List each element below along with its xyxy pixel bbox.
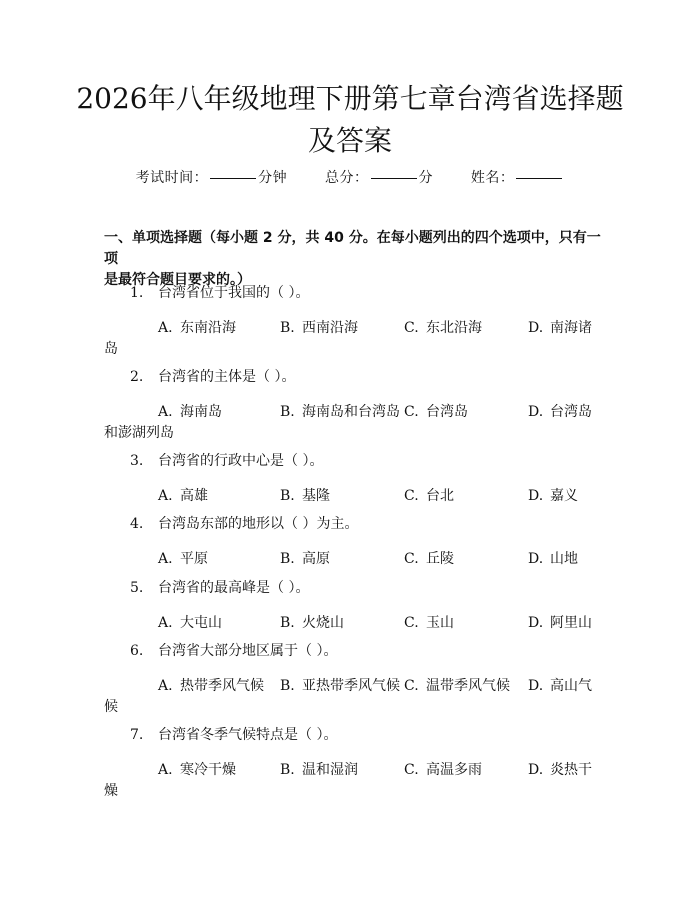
option-c	[404, 485, 454, 505]
option-wrap-text: 和澎湖列岛	[104, 425, 174, 441]
option-text: 热带季风气候	[180, 678, 264, 694]
option-text: 平原	[180, 551, 208, 567]
question-stem	[130, 640, 337, 660]
option-letter: A.	[158, 320, 173, 336]
option-d	[528, 612, 592, 632]
option-text: 亚热带季风气候	[302, 678, 400, 694]
option-letter: C.	[404, 678, 419, 694]
question-stem	[130, 282, 309, 302]
time-label: 考试时间：	[135, 170, 209, 186]
option-row	[104, 401, 604, 445]
question-text: 台湾岛东部的地形以（ ）为主。	[158, 516, 359, 532]
option-c	[404, 759, 482, 779]
question-stem	[130, 366, 295, 386]
option-c	[404, 401, 468, 421]
option-c	[404, 548, 454, 568]
option-a	[158, 612, 222, 632]
option-letter: C.	[404, 320, 419, 336]
option-letter: B.	[280, 762, 295, 778]
option-text: 东北沿海	[426, 320, 482, 336]
option-b	[280, 485, 330, 505]
option-text: 台湾岛	[550, 404, 592, 420]
title-line-1: 2026年八年级地理下册第七章台湾省选择题	[76, 82, 624, 115]
option-letter: D.	[528, 488, 544, 504]
title-line-2: 及答案	[307, 124, 392, 157]
option-text: 火烧山	[302, 615, 344, 631]
section-line-1: 一、单项选择题（每小题 2 分，共 40 分。在每小题列出的四个选项中，只有一项	[104, 230, 601, 267]
question-number: 1.	[130, 285, 144, 301]
option-d	[528, 485, 578, 505]
option-text: 高山气	[550, 678, 592, 694]
option-letter: A.	[158, 615, 173, 631]
option-c	[404, 675, 510, 695]
option-letter: A.	[158, 762, 173, 778]
option-a	[158, 317, 236, 337]
option-text: 丘陵	[426, 551, 454, 567]
option-a	[158, 548, 208, 568]
option-letter: D.	[528, 404, 544, 420]
question-text: 台湾省冬季气候特点是（ ）。	[158, 727, 338, 743]
question-text: 台湾省位于我国的（ ）。	[158, 285, 310, 301]
option-text: 高温多雨	[426, 762, 482, 778]
score-blank	[371, 178, 417, 179]
question-number: 4.	[130, 516, 144, 532]
option-a	[158, 675, 264, 695]
question-text: 台湾省的行政中心是（ ）。	[158, 453, 324, 469]
question-number: 5.	[130, 580, 144, 596]
option-b	[280, 548, 330, 568]
option-b	[280, 759, 358, 779]
option-letter: D.	[528, 615, 544, 631]
option-text: 阿里山	[550, 615, 592, 631]
name-blank	[516, 178, 562, 179]
option-text: 海南岛	[180, 404, 222, 420]
option-text: 台湾岛	[426, 404, 468, 420]
question-stem	[130, 577, 309, 597]
option-text: 东南沿海	[180, 320, 236, 336]
option-d	[528, 675, 592, 695]
option-text: 嘉义	[550, 488, 578, 504]
time-unit: 分钟	[258, 170, 288, 186]
time-blank	[210, 178, 256, 179]
option-b	[280, 317, 358, 337]
name-label: 姓名：	[470, 170, 515, 186]
option-letter: A.	[158, 678, 173, 694]
section-line-2: 是最符合题目要求的。）	[104, 272, 251, 288]
option-d	[528, 548, 578, 568]
option-wrap-text: 候	[104, 699, 118, 715]
option-wrap-text: 岛	[104, 341, 118, 357]
option-text: 寒冷干燥	[180, 762, 236, 778]
option-letter: A.	[158, 488, 173, 504]
question-text: 台湾省的主体是（ ）。	[158, 369, 296, 385]
question-number: 7.	[130, 727, 144, 743]
option-letter: B.	[280, 404, 295, 420]
option-text: 炎热干	[550, 762, 592, 778]
option-letter: D.	[528, 551, 544, 567]
option-text: 温和湿润	[302, 762, 358, 778]
score-unit: 分	[418, 170, 433, 186]
option-text: 高雄	[180, 488, 208, 504]
question-text: 台湾省的最高峰是（ ）。	[158, 580, 310, 596]
question-stem	[130, 513, 358, 533]
option-letter: C.	[404, 488, 419, 504]
option-letter: C.	[404, 762, 419, 778]
question-stem	[130, 724, 337, 744]
option-letter: A.	[158, 404, 173, 420]
option-b	[280, 612, 344, 632]
question-stem	[130, 450, 323, 470]
option-letter: B.	[280, 488, 295, 504]
option-text: 玉山	[426, 615, 454, 631]
question-number: 3.	[130, 453, 144, 469]
option-text: 台北	[426, 488, 454, 504]
option-letter: C.	[404, 615, 419, 631]
option-a	[158, 401, 222, 421]
option-letter: B.	[280, 320, 295, 336]
option-c	[404, 612, 454, 632]
option-text: 基隆	[302, 488, 330, 504]
option-letter: C.	[404, 551, 419, 567]
page-title	[70, 78, 630, 162]
option-wrap-text: 燥	[104, 783, 118, 799]
option-text: 山地	[550, 551, 578, 567]
option-letter: B.	[280, 551, 295, 567]
option-text: 大屯山	[180, 615, 222, 631]
option-text: 高原	[302, 551, 330, 567]
option-letter: B.	[280, 678, 295, 694]
option-b	[280, 401, 400, 421]
exam-meta	[0, 167, 700, 187]
option-text: 南海诸	[550, 320, 592, 336]
option-row	[104, 317, 604, 361]
option-text: 温带季风气候	[426, 678, 510, 694]
option-a	[158, 759, 236, 779]
score-label: 总分：	[325, 170, 369, 186]
option-letter: B.	[280, 615, 295, 631]
option-d	[528, 759, 592, 779]
option-letter: D.	[528, 320, 544, 336]
option-row	[104, 675, 604, 719]
option-letter: A.	[158, 551, 173, 567]
option-letter: D.	[528, 678, 544, 694]
option-text: 西南沿海	[302, 320, 358, 336]
option-d	[528, 317, 592, 337]
option-c	[404, 317, 482, 337]
option-d	[528, 401, 592, 421]
option-letter: D.	[528, 762, 544, 778]
question-text: 台湾省大部分地区属于（ ）。	[158, 643, 338, 659]
option-text: 海南岛和台湾岛	[302, 404, 400, 420]
question-number: 6.	[130, 643, 144, 659]
option-row	[104, 759, 604, 803]
option-b	[280, 675, 400, 695]
option-letter: C.	[404, 404, 419, 420]
option-a	[158, 485, 208, 505]
question-number: 2.	[130, 369, 144, 385]
